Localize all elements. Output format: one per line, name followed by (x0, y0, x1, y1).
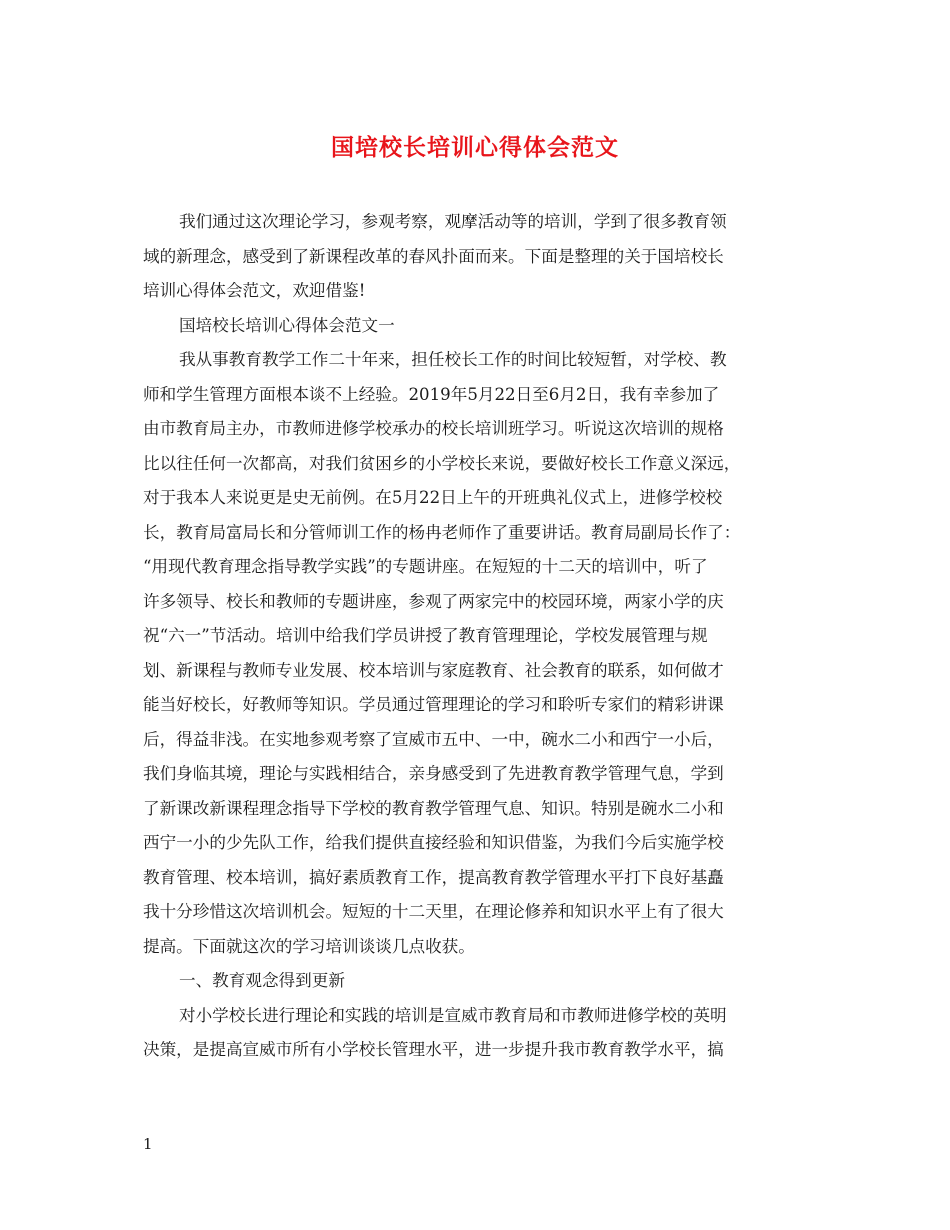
body-line: 对于我本人来说更是史无前例。在5月22日上午的开班典礼仪式上，进修学校校 (143, 488, 723, 507)
body-line: 由市教育局主办，市教师进修学校承办的校长培训班学习。听说这次培训的规格 (143, 419, 724, 438)
body-line: 长，教育局富局长和分管师训工作的杨冉老师作了重要讲话。教育局副局长作了： (143, 522, 741, 542)
body-line: 我从事教育教学工作二十年来，担任校长工作的时间比较短暂，对学校、教 (179, 350, 727, 369)
body-line: 教育管理、校本培训，搞好素质教育工作，提高教育教学管理水平打下良好基矗 (143, 867, 724, 887)
body-line: 了新课改新课程理念指导下学校的教育教学管理气息、知识。特别是碗水二小和 (143, 798, 724, 818)
body-line: 我们通过这次理论学习，参观考察，观摩活动等的培训，学到了很多教育领 (179, 212, 727, 231)
body-line: 我十分珍惜这次培训机会。短短的十二天里，在理论修养和知识水平上有了很大 (143, 902, 724, 921)
body-line: 国培校长培训心得体会范文一 (179, 315, 395, 335)
body-line: 比以往任何一次都高，对我们贫困乡的小学校长来说，要做好校长工作意义深远， (143, 453, 741, 473)
document-body (143, 205, 833, 1068)
body-line: 决策，是提高宣威市所有小学校长管理水平，进一步提升我市教育教学水平，搞 (143, 1040, 724, 1059)
body-line: 西宁一小的少先队工作，给我们提供直接经验和知识借鉴，为我们今后实施学校 (143, 833, 724, 852)
body-line: 祝“六一”节活动。培训中给我们学员讲授了教育管理理论，学校发展管理与规 (143, 626, 708, 645)
page-number: 1 (143, 1135, 153, 1153)
body-line: “用现代教育理念指导教学实践”的专题讲座。在短短的十二天的培训中，听了 (143, 557, 708, 576)
body-line: 提高。下面就这次的学习培训谈谈几点收获。 (143, 936, 475, 956)
document-title: 国培校长培训心得体会范文 (331, 134, 619, 161)
body-line: 培训心得体会范文，欢迎借鉴! (143, 281, 366, 300)
body-line: 划、新课程与教师专业发展、校本培训与家庭教育、社会教育的联系，如何做才 (143, 660, 724, 680)
body-line: 后，得益非浅。在实地参观考察了宣威市五中、一中，碗水二小和西宁一小后， (143, 729, 724, 749)
body-line: 域的新理念，感受到了新课程改革的春风扑面而来。下面是整理的关于国培校长 (143, 246, 724, 266)
body-line: 师和学生管理方面根本谈不上经验。2019年5月22日至6月2日，我有幸参加了 (143, 384, 720, 404)
body-line: 我们身临其境，理论与实践相结合，亲身感受到了先进教育教学管理气息，学到 (143, 764, 724, 783)
body-line: 许多领导、校长和教师的专题讲座，参观了两家完中的校园环境，两家小学的庆 (143, 591, 724, 611)
body-line: 一、教育观念得到更新 (179, 971, 345, 990)
body-line: 对小学校长进行理论和实践的培训是宣威市教育局和市教师进修学校的英明 (179, 1005, 727, 1025)
body-line: 能当好校长，好教师等知识。学员通过管理理论的学习和聆听专家们的精彩讲课 (143, 695, 724, 714)
